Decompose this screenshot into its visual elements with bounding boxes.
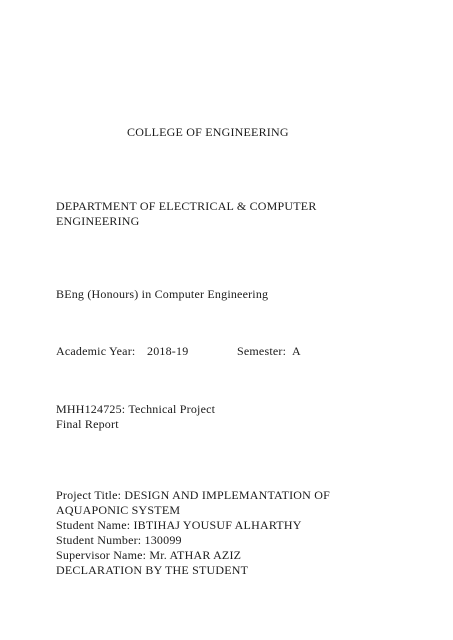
- semester-label: Semester:: [237, 344, 287, 358]
- project-title-line-2: AQUAPONIC SYSTEM: [56, 503, 181, 517]
- project-title-line-1: Project Title: DESIGN AND IMPLEMANTATION OF: [56, 488, 330, 502]
- report-type: Final Report: [56, 417, 119, 431]
- declaration-heading: DECLARATION BY THE STUDENT: [56, 563, 249, 577]
- degree-programme: BEng (Honours) in Computer Engineering: [56, 287, 269, 301]
- academic-year-label: Academic Year:: [56, 344, 136, 358]
- academic-year-value: 2018-19: [147, 344, 189, 358]
- semester-value: A: [292, 344, 301, 358]
- course-code-title: MHH124725: Technical Project: [56, 402, 216, 416]
- student-number: Student Number: 130099: [56, 533, 182, 547]
- supervisor-name: Supervisor Name: Mr. ATHAR AZIZ: [56, 548, 242, 562]
- student-name: Student Name: IBTIHAJ YOUSUF ALHARTHY: [56, 518, 302, 532]
- department-heading-line-2: ENGINEERING: [56, 214, 140, 228]
- college-heading: COLLEGE OF ENGINEERING: [127, 125, 289, 139]
- department-heading-line-1: DEPARTMENT OF ELECTRICAL & COMPUTER: [56, 199, 317, 213]
